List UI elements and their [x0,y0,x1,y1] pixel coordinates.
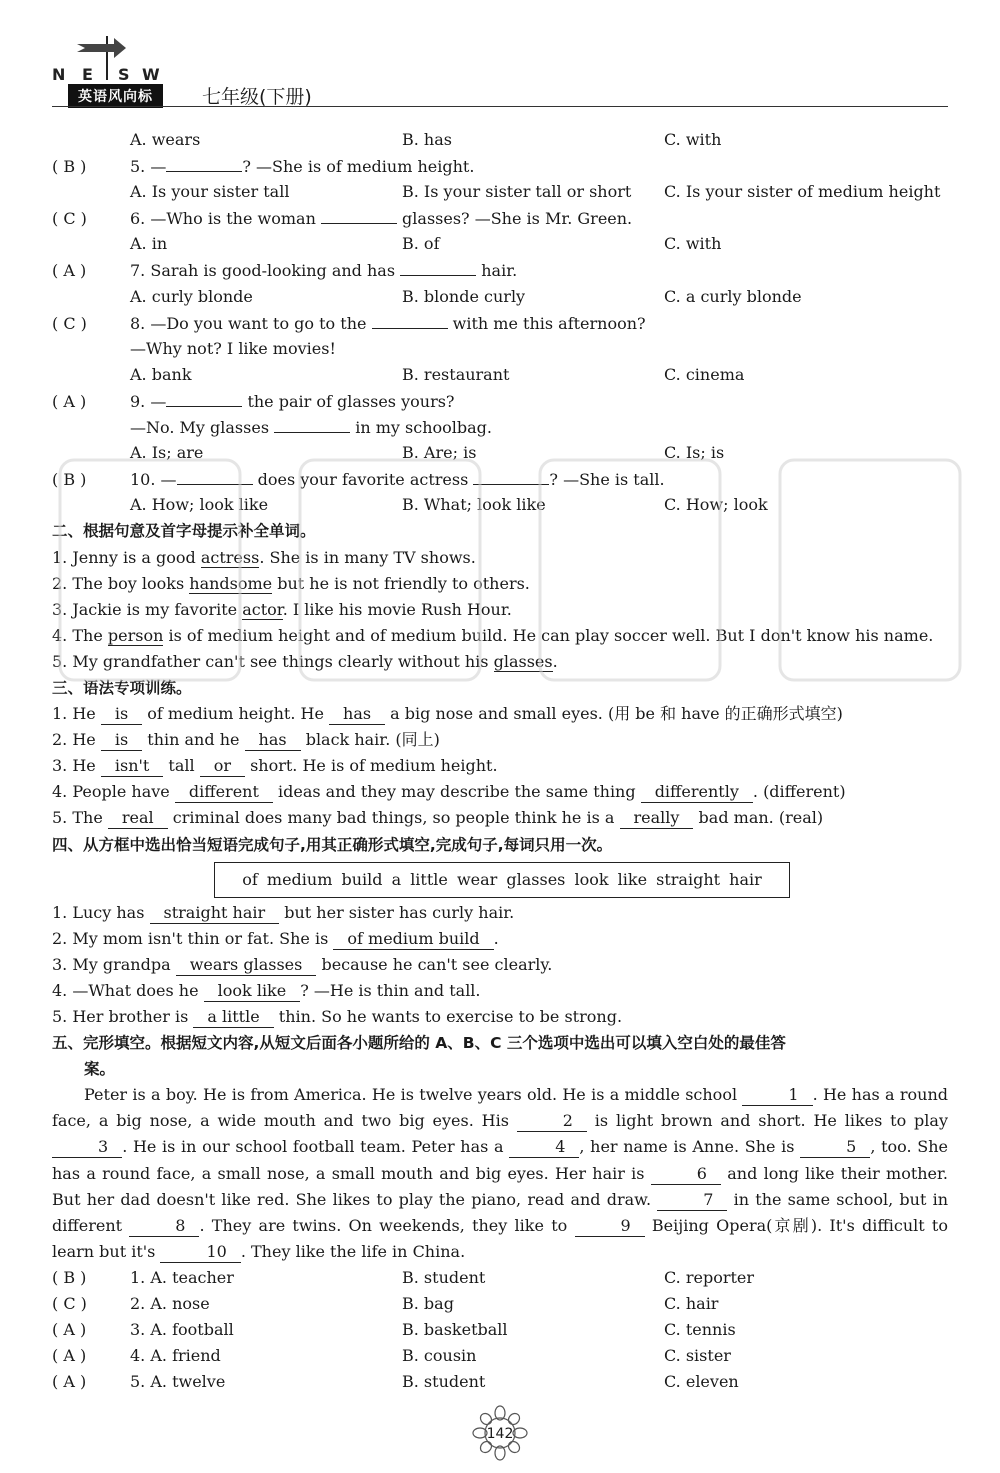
question-text: with me this afternoon? [447,313,646,333]
option-b: B. basketball [402,1320,508,1340]
option-c: C. Is; is [664,443,725,463]
sentence-text: 5. My grandfather can't see things clearly without his [52,651,494,671]
sentence-text: thin. So he wants to exercise to be strong. [273,1007,623,1026]
answer-mark: ( A ) [52,1320,87,1340]
option-c: C. reporter [664,1267,755,1287]
question-text: does your favorite actress [252,470,474,490]
sentence-text: . (different) [752,782,846,802]
question-text: 9. — [130,391,167,411]
blank-number: 4 [509,1137,579,1158]
cloze-question [52,1369,952,1395]
question-row [52,388,952,414]
passage-text: . He is in our school football team. Peter has a [122,1137,510,1157]
passage-text: is light brown and short. He likes to play [586,1111,948,1131]
blank-number: 1 [742,1085,812,1106]
sentence-text: 3. My grandpa [52,954,176,974]
option-b: B. blonde curly [402,286,526,306]
passage-text: , too. She has a round face, a small nose, a small mouth and big eyes. Her hair is [52,1137,948,1183]
option-c: C. eleven [664,1372,739,1392]
blank-number: 2 [517,1111,587,1132]
filled-word: wears glasses [176,955,317,976]
option-c: C. cinema [664,364,745,384]
cloze-passage [52,1082,948,1265]
sentence-text: . She is in many TV shows. [259,547,476,567]
passage-text: Beijing Opera(京剧). It's difficult to learn but it's [52,1215,948,1261]
fill-line [52,649,952,675]
option-b: B. restaurant [402,364,510,384]
sentence-text: ? —He is thin and tall. [300,980,481,1000]
answer-blank [372,310,448,329]
question-row [52,310,952,336]
sentence-text: 3. He [52,756,101,776]
answer-blank [166,153,242,172]
page-content [52,127,952,1395]
svg-text:S: S [118,65,130,84]
fill-line [52,753,952,779]
filled-word: of medium build [333,929,493,950]
filled-word: has [329,704,385,725]
fill-line [52,571,952,597]
sentence-text: black hair. (同上) [300,730,440,750]
blank-number: 10 [160,1242,240,1263]
page-header [52,30,948,110]
option-c: C. a curly blonde [664,286,802,306]
question-row [52,257,952,283]
fill-line [52,701,952,727]
question-text: 6. —Who is the woman [130,209,321,229]
option-a: A. bank [130,364,192,384]
answer-blank [177,466,253,485]
option-c: C. with [664,130,722,149]
question-text: ? —She is of medium height. [242,157,475,177]
sentence-text: 2. The boy looks [52,573,190,593]
passage-text: in the same school, but in different [52,1189,949,1235]
option-b: B. Is your sister tall or short [402,182,632,202]
question-text: the pair of glasses yours? [242,391,455,411]
svg-text:E: E [82,65,93,84]
filled-word: is [101,704,142,725]
svg-text:W: W [142,65,160,84]
answer-mark: ( C ) [52,313,87,333]
filled-word: has [245,730,301,751]
passage-text: . They like the life in China. [240,1241,466,1261]
fill-line [52,952,952,978]
option-a: 2. A. nose [130,1294,210,1314]
filled-word: glasses [493,651,553,671]
sentence-text: because he can't see clearly. [316,954,553,974]
filled-word: different [175,782,273,803]
blank-number: 9 [575,1216,645,1237]
option-b: B. student [402,1267,486,1287]
passage-text: Peter is a boy. He is from America. He is twelve years old. He is a middle school [84,1085,743,1105]
option-a: A. Is; are [130,443,204,463]
fill-line [52,623,952,649]
blank-number: 5 [800,1137,870,1158]
option-b: B. of [402,234,440,254]
option-b: B. What; look like [402,495,546,515]
sentence-text: 3. Jackie is my favorite [52,599,243,619]
answer-blank [473,466,549,485]
answer-mark: ( B ) [52,1267,87,1287]
sentence-text: 1. Jenny is a good [52,547,201,567]
question-text: glasses? —She is Mr. Green. [396,209,633,229]
sentence-text: a big nose and small eyes. (用 be 和 have 的正确形式填空) [385,704,843,724]
option-c: C. sister [664,1346,731,1366]
answer-mark: ( C ) [52,1294,87,1314]
brand-label: 英语风向标 [68,84,163,108]
answer-blank [321,205,397,224]
option-a: A. wears [130,130,201,149]
filled-word: a little [193,1007,273,1028]
option-a: A. Is your sister tall [130,182,290,202]
filled-word: handsome [189,573,273,593]
passage-text: . They are twins. On weekends, they like to [199,1215,575,1235]
sentence-text: 4. People have [52,782,175,802]
sentence-text: 2. He [52,730,101,750]
option-a: 1. A. teacher [130,1267,234,1287]
option-c: C. tennis [664,1320,736,1340]
answer-mark: ( A ) [52,391,87,411]
option-c: C. How; look [664,495,768,515]
cloze-question [52,1291,952,1317]
answer-blank [274,414,350,433]
answer-blank [166,388,242,407]
option-a: A. How; look like [130,495,269,515]
question-row [52,205,952,231]
option-b: B. Are; is [402,443,477,463]
option-b: B. student [402,1372,486,1392]
cloze-question [52,1343,952,1369]
section-title: 二、根据句意及首字母提示补全单词。 [52,522,316,541]
weathervane-icon [52,30,162,86]
phrase-box-wrap [52,858,952,900]
filled-word: look like [204,981,301,1002]
blank-number: 8 [129,1216,199,1237]
passage-text: . He has a round face, a big nose, a wide mouth and two big eyes. His [52,1085,949,1131]
options-row [52,440,952,466]
filled-word: or [200,756,245,777]
section-title: 四、从方框中选出恰当短语完成句子,用其正确形式填空,完成句子,每词只用一次。 [52,835,613,854]
question-text: 5. — [130,157,167,177]
question-text: in my schoolbag. [350,418,492,438]
question-text: —Why not? I like movies! [130,338,336,358]
question-row [52,466,952,492]
option-a: 3. A. football [130,1320,234,1340]
question-text: ? —She is tall. [549,470,665,490]
filled-word: isn't [101,756,163,777]
option-b: B. has [402,130,452,149]
blank-number: 7 [657,1190,727,1211]
blank-number: 3 [52,1137,122,1158]
sentence-text: . [552,651,558,671]
cloze-question [52,1317,952,1343]
sentence-text: but her sister has curly hair. [279,902,515,922]
answer-blank [400,257,476,276]
filled-word: is [101,730,142,751]
sentence-text: ideas and they may describe the same thing [272,782,641,802]
fill-line [52,597,952,623]
question-text: 7. Sarah is good-looking and has [130,261,401,281]
answer-mark: ( B ) [52,470,87,490]
sentence-text: short. He is of medium height. [244,756,498,776]
section-title: 五、完形填空。根据短文内容,从短文后面各小题所给的 A、B、C 三个选项中选出可以填入空白处的最佳答 [52,1034,786,1053]
question-row [52,414,952,440]
sentence-text: 5. Her brother is [52,1007,194,1026]
blank-number: 6 [651,1164,721,1185]
filled-word: straight hair [150,903,280,924]
passage-text: and long like their mother. But her dad doesn't like red. She likes to play the piano, read and draw. [52,1163,949,1209]
sentence-text: 4. —What does he [52,980,204,1000]
section-title: 三、语法专项训练。 [52,678,192,697]
sentence-text: bad man. (real) [693,808,824,828]
option-a: A. in [130,234,168,254]
sentence-text: 2. My mom isn't thin or fat. She is [52,928,334,948]
sentence-text: 4. The [52,625,108,645]
fill-line [52,727,952,753]
filled-word: really [620,808,694,829]
fill-line [52,978,952,1004]
filled-word: real [108,808,168,829]
option-c: C. Is your sister of medium height [664,182,941,202]
header-rule [52,106,948,107]
filled-word: actor [242,599,283,619]
passage-text: , her name is Anne. She is [579,1137,801,1157]
sentence-text: 1. Lucy has [52,902,150,922]
options-row [52,284,952,310]
filled-word: actress [200,547,260,567]
filled-word: person [107,625,164,645]
sentence-text: criminal does many bad things, so people think he is a [167,808,620,828]
option-b: B. bag [402,1294,454,1314]
page-number-text: 142 [486,1426,514,1442]
cloze-question [52,1265,952,1291]
fill-line [52,926,952,952]
answer-mark: ( C ) [52,209,87,229]
section-title-cont: 案。 [84,1060,116,1079]
question-row [52,153,952,179]
sentence-text: 5. The [52,808,108,828]
option-a: 5. A. twelve [130,1372,226,1392]
answer-mark: ( A ) [52,1372,87,1392]
options-row [52,362,952,388]
question-text: —No. My glasses [130,418,275,438]
answer-mark: ( A ) [52,1346,87,1366]
page-number [468,1405,532,1463]
sentence-text: is of medium height and of medium build. He can play soccer well. But I don't know his name. [163,625,934,645]
filled-word: differently [641,782,753,803]
question-text: hair. [476,261,518,281]
question-row [52,336,952,362]
answer-mark: ( B ) [52,157,87,177]
sentence-text: . [493,928,499,948]
sentence-text: of medium height. He [142,704,330,724]
options-row [52,231,952,257]
sentence-text: 1. He [52,704,101,724]
fill-line [52,545,952,571]
answer-mark: ( A ) [52,261,87,281]
fill-line [52,779,952,805]
option-b: B. cousin [402,1346,477,1366]
phrase-box: of medium build a little wear glasses look like straight hair [214,862,790,898]
sentence-text: . I like his movie Rush Hour. [282,599,512,619]
grade-label: 七年级(下册) [202,86,312,108]
question-text: 10. — [130,470,177,490]
svg-text:N: N [52,65,66,84]
options-row [52,127,952,153]
sentence-text: thin and he [142,730,245,750]
option-a: A. curly blonde [130,286,253,306]
fill-line [52,805,952,831]
sentence-text: tall [163,756,200,776]
options-row [52,492,952,518]
sentence-text: but he is not friendly to others. [272,573,530,593]
fill-line [52,900,952,926]
option-c: C. with [664,234,722,254]
options-row [52,179,952,205]
option-c: C. hair [664,1294,719,1314]
question-text: 8. —Do you want to go to the [130,313,372,333]
option-a: 4. A. friend [130,1346,221,1366]
fill-line [52,1004,952,1030]
